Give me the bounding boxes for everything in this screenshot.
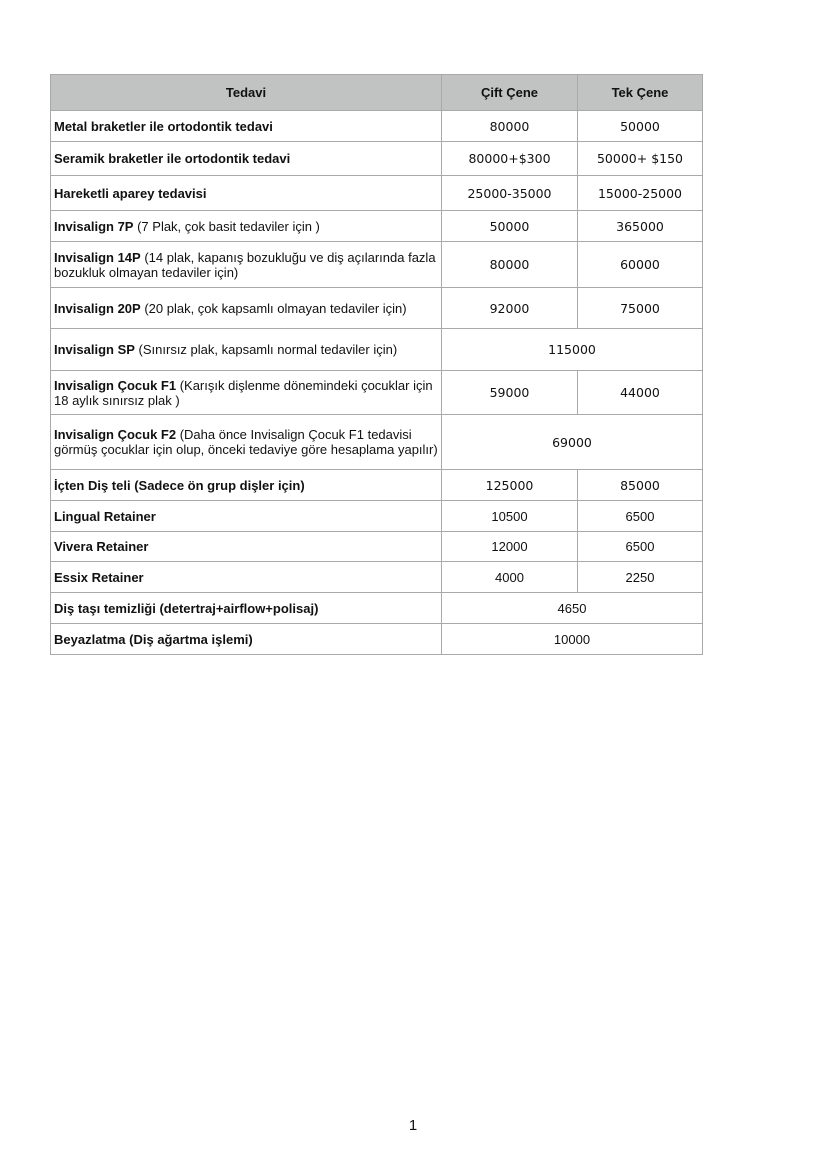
double-jaw-price: 10500 xyxy=(442,501,578,532)
single-jaw-price: 50000+ $150 xyxy=(578,142,703,176)
treatment-name: Essix Retainer xyxy=(51,562,442,593)
double-jaw-price: 80000 xyxy=(442,242,578,288)
table-row xyxy=(51,415,703,470)
treatment-name: Vivera Retainer xyxy=(51,532,442,562)
combined-price: 10000 xyxy=(442,624,703,655)
treatment-name: Hareketli aparey tedavisi xyxy=(51,176,442,211)
table-row xyxy=(51,111,703,142)
double-jaw-price: 4000 xyxy=(442,562,578,593)
table-row xyxy=(51,211,703,242)
double-jaw-price: 92000 xyxy=(442,288,578,329)
treatment-name: İçten Diş teli (Sadece ön grup dişler için) xyxy=(51,470,442,501)
table-row xyxy=(51,624,703,655)
treatment-name: Invisalign 20P (20 plak, çok kapsamlı olmayan tedaviler için) xyxy=(51,288,442,329)
double-jaw-price: 25000-35000 xyxy=(442,176,578,211)
table-header-row xyxy=(51,75,703,111)
double-jaw-price: 80000+$300 xyxy=(442,142,578,176)
single-jaw-price: 365000 xyxy=(578,211,703,242)
table-row xyxy=(51,562,703,593)
table-row xyxy=(51,470,703,501)
table-row xyxy=(51,329,703,371)
table-row xyxy=(51,288,703,329)
header-single-jaw: Tek Çene xyxy=(578,75,703,111)
double-jaw-price: 80000 xyxy=(442,111,578,142)
table-row xyxy=(51,176,703,211)
single-jaw-price: 2250 xyxy=(578,562,703,593)
treatment-name: Invisalign 7P (7 Plak, çok basit tedaviler için ) xyxy=(51,211,442,242)
single-jaw-price: 85000 xyxy=(578,470,703,501)
header-double-jaw: Çift Çene xyxy=(442,75,578,111)
combined-price: 4650 xyxy=(442,593,703,624)
treatment-name: Invisalign SP (Sınırsız plak, kapsamlı normal tedaviler için) xyxy=(51,329,442,371)
table-row xyxy=(51,501,703,532)
table-row xyxy=(51,242,703,288)
single-jaw-price: 50000 xyxy=(578,111,703,142)
table-row xyxy=(51,532,703,562)
treatment-name: Beyazlatma (Diş ağartma işlemi) xyxy=(51,624,442,655)
double-jaw-price: 12000 xyxy=(442,532,578,562)
table-row xyxy=(51,593,703,624)
treatment-name: Invisalign Çocuk F2 (Daha önce Invisalign Çocuk F1 tedavisi görmüş çocuklar için olup, önceki tedaviye göre hesaplama yapılır) xyxy=(51,415,442,470)
single-jaw-price: 75000 xyxy=(578,288,703,329)
table-row xyxy=(51,142,703,176)
combined-price: 115000 xyxy=(442,329,703,371)
page-number: 1 xyxy=(408,1117,418,1134)
single-jaw-price: 6500 xyxy=(578,501,703,532)
single-jaw-price: 60000 xyxy=(578,242,703,288)
double-jaw-price: 125000 xyxy=(442,470,578,501)
single-jaw-price: 6500 xyxy=(578,532,703,562)
price-table xyxy=(50,74,703,655)
treatment-name: Invisalign Çocuk F1 (Karışık dişlenme dönemindeki çocuklar için 18 aylık sınırsız plak ) xyxy=(51,371,442,415)
single-jaw-price: 44000 xyxy=(578,371,703,415)
single-jaw-price: 15000-25000 xyxy=(578,176,703,211)
double-jaw-price: 59000 xyxy=(442,371,578,415)
treatment-name: Lingual Retainer xyxy=(51,501,442,532)
table-row xyxy=(51,371,703,415)
combined-price: 69000 xyxy=(442,415,703,470)
double-jaw-price: 50000 xyxy=(442,211,578,242)
treatment-name: Diş taşı temizliği (detertraj+airflow+polisaj) xyxy=(51,593,442,624)
header-treatment: Tedavi xyxy=(51,75,442,111)
treatment-name: Seramik braketler ile ortodontik tedavi xyxy=(51,142,442,176)
treatment-name: Metal braketler ile ortodontik tedavi xyxy=(51,111,442,142)
treatment-name: Invisalign 14P (14 plak, kapanış bozukluğu ve diş açılarında fazla bozukluk olmayan tedaviler için) xyxy=(51,242,442,288)
